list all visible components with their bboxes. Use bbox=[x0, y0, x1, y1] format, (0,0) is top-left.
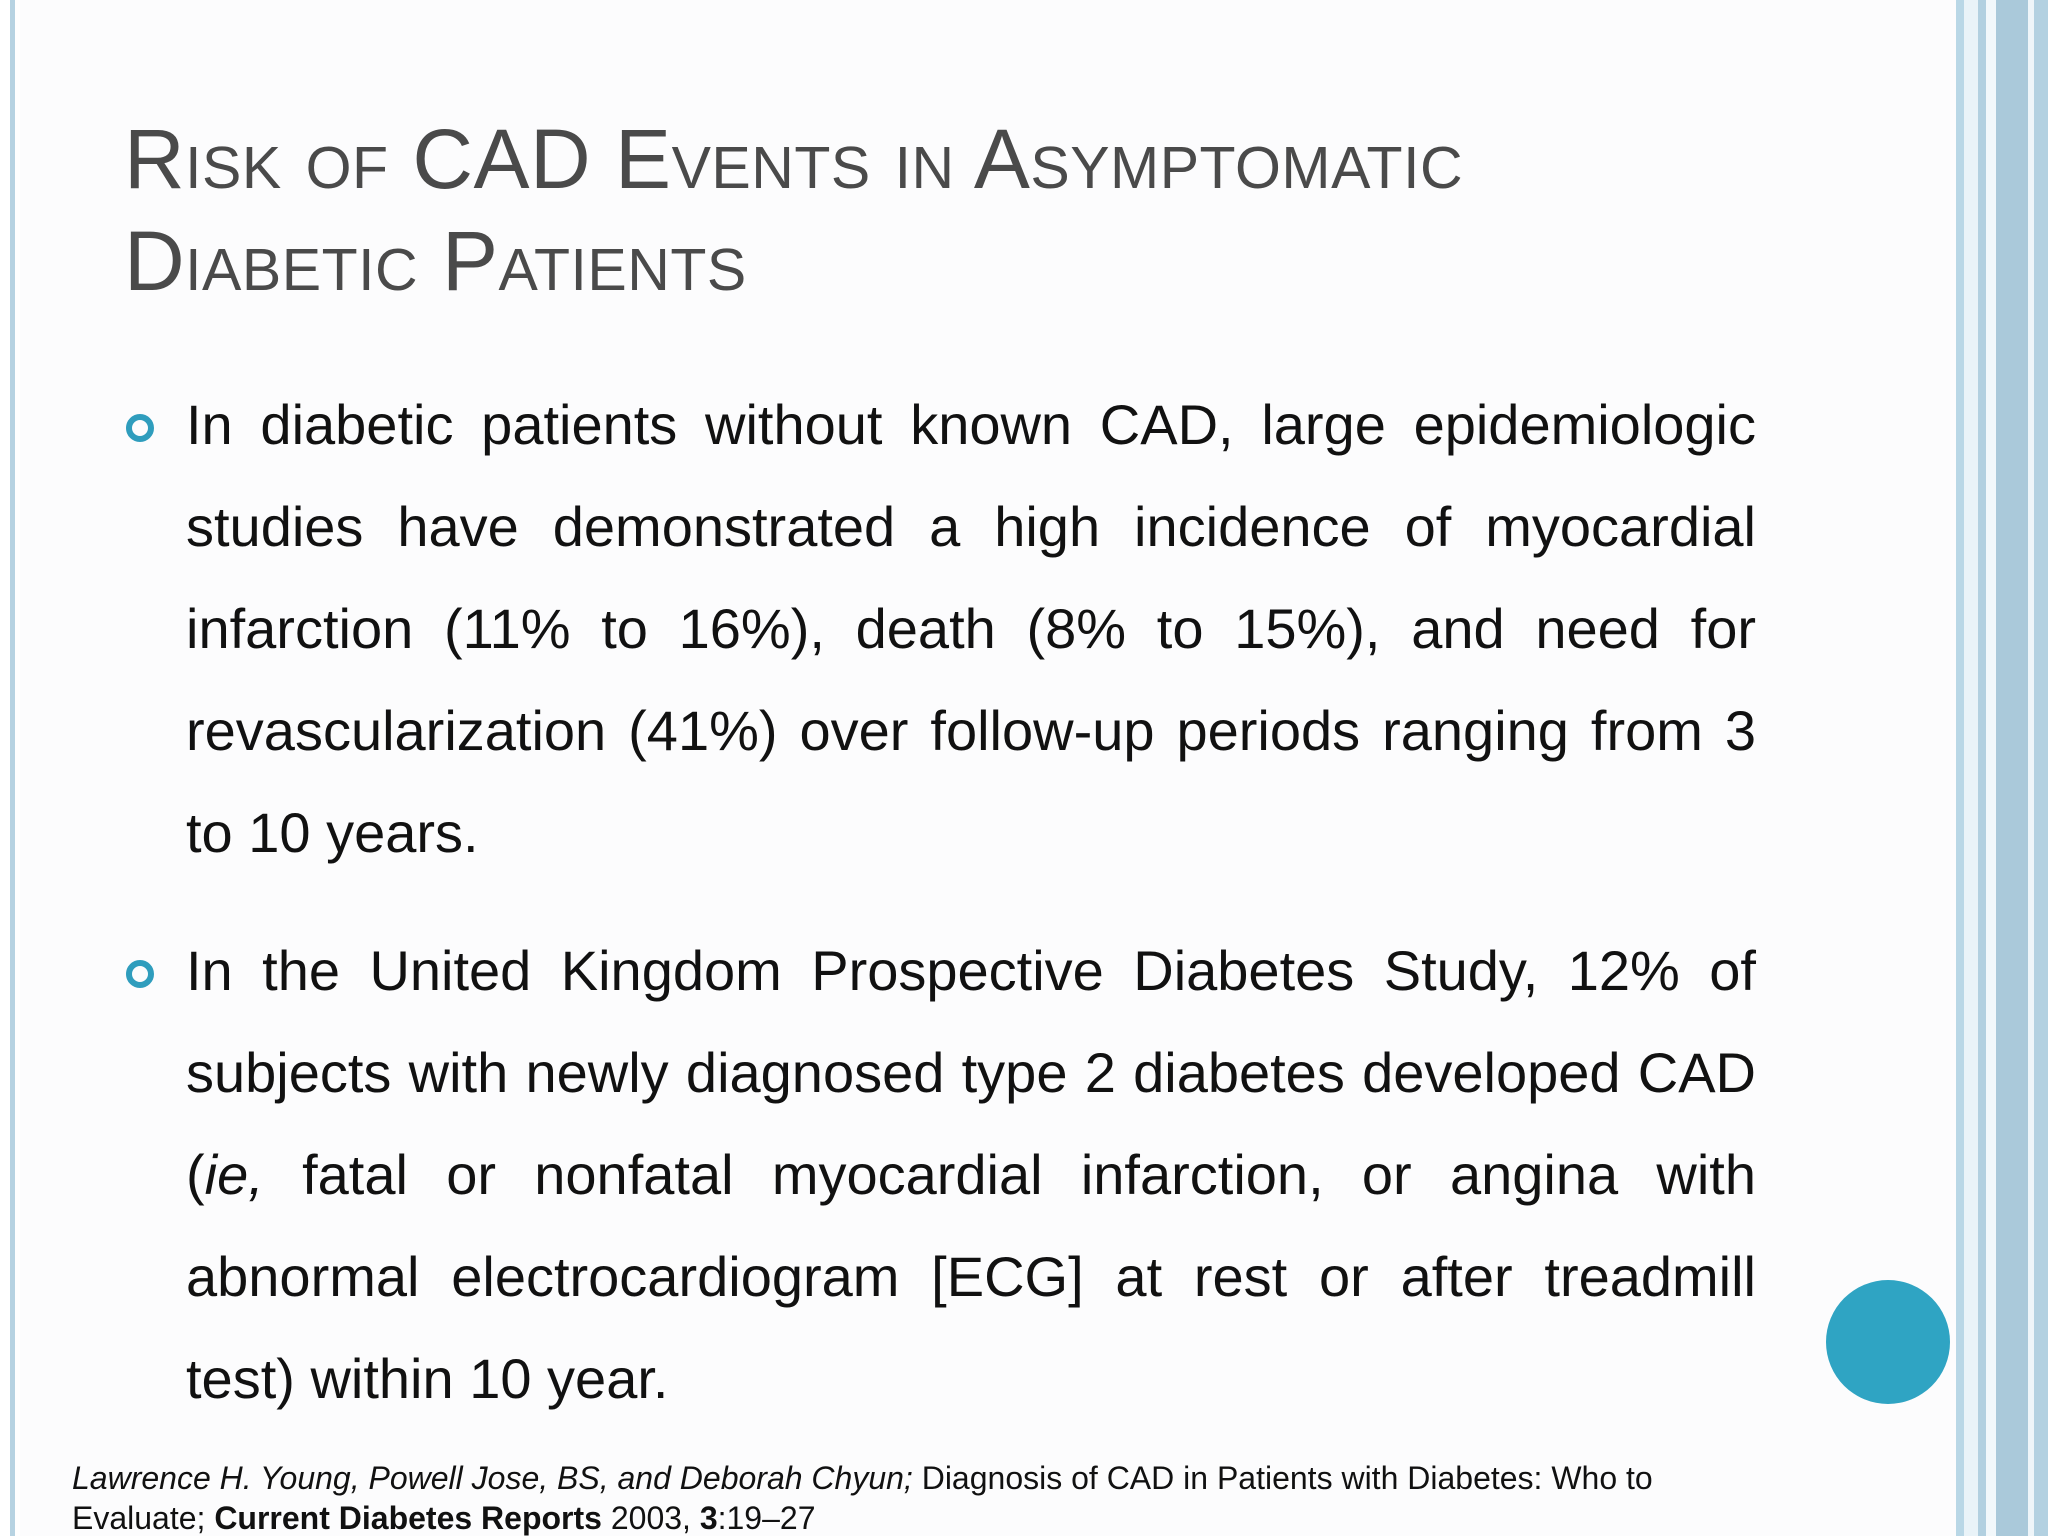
citation-year: 2003, bbox=[601, 1500, 700, 1536]
citation-journal: Current Diabetes Reports bbox=[214, 1500, 602, 1536]
decorative-circle-icon bbox=[1826, 1280, 1950, 1404]
circle-bullet-icon bbox=[126, 960, 154, 988]
citation-authors: Lawrence H. Young, Powell Jose, BS, and Deborah Chyun; bbox=[72, 1460, 913, 1496]
citation bbox=[72, 1458, 1772, 1538]
slide-left-border bbox=[0, 0, 20, 1536]
citation-volume: 3 bbox=[699, 1500, 718, 1536]
slide-title: Risk of CAD Events in Asymptomatic Diabetic Patients bbox=[124, 112, 1464, 308]
bullet-item bbox=[124, 374, 1756, 884]
bullet-list bbox=[124, 374, 1756, 1430]
bullet-text-part: fatal or nonfatal myocardial infarction, or angina with abnormal electrocardiogram [ECG] at rest or after treadmill test) within 10 year. bbox=[186, 1143, 1756, 1410]
bullet-item bbox=[124, 920, 1756, 1430]
citation-pages: :19–27 bbox=[717, 1500, 816, 1536]
bullet-text-part: In the United Kingdom Prospective Diabetes Study, 12% of subjects with newly diagnosed type 2 diabetes developed CAD ( bbox=[186, 939, 1756, 1206]
decorative-stripes bbox=[1956, 0, 2048, 1536]
bullet-text-italic: ie, bbox=[204, 1143, 264, 1206]
circle-bullet-icon bbox=[126, 414, 154, 442]
bullet-text: In diabetic patients without known CAD, large epidemiologic studies have demonstrated a high incidence of myocardial infarction (11% to 16%), death (8% to 15%), and need for revascularization (41%) over follow-up periods ranging from 3 to 10 years. bbox=[186, 393, 1756, 864]
citation-article: Diagnosis of CAD in Patients with Diabetes: Who to Evaluate; bbox=[72, 1460, 1653, 1536]
bullet-text bbox=[186, 920, 1756, 1430]
